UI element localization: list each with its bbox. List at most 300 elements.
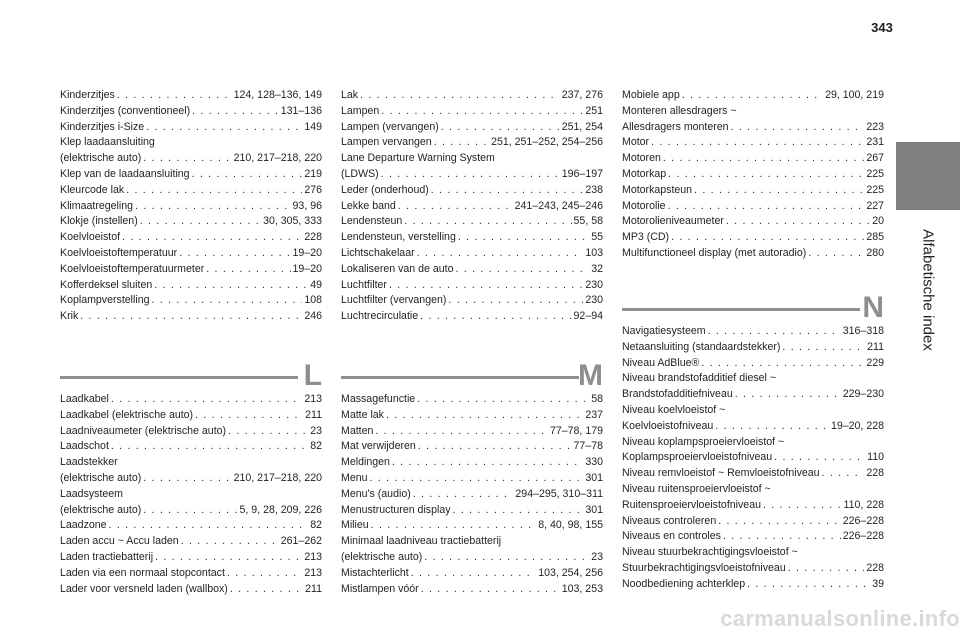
dot-leader bbox=[411, 566, 536, 582]
index-term: Kinderzitjes i-Size bbox=[60, 120, 145, 133]
index-page-refs: 149 bbox=[304, 120, 322, 133]
index-entry bbox=[622, 371, 884, 403]
index-entry-line bbox=[60, 278, 322, 294]
index-entry bbox=[341, 278, 603, 294]
index-entry bbox=[60, 550, 322, 566]
index-entry-line bbox=[341, 167, 603, 183]
index-entry bbox=[341, 309, 603, 325]
index-entry bbox=[341, 408, 603, 424]
index-entry bbox=[60, 246, 322, 262]
index-page-refs: 210, 217–218, 220 bbox=[233, 471, 322, 484]
index-term: Laadzone bbox=[60, 519, 107, 532]
index-entry bbox=[622, 214, 884, 230]
index-entry-line bbox=[341, 392, 603, 408]
index-entry bbox=[60, 439, 322, 455]
dot-leader bbox=[370, 471, 584, 487]
dot-leader bbox=[140, 214, 261, 230]
section-rule bbox=[60, 376, 298, 379]
index-entry bbox=[60, 424, 322, 440]
index-entry-line bbox=[341, 309, 603, 325]
index-term: Laadkabel bbox=[60, 393, 109, 405]
index-term: (elektrische auto) bbox=[60, 503, 142, 516]
index-entry-line bbox=[341, 199, 603, 215]
section-letter-n: N bbox=[862, 291, 884, 324]
index-term: Luchtrecirculatie bbox=[341, 310, 419, 323]
index-entry bbox=[60, 199, 322, 215]
index-page-refs: 226–228 bbox=[842, 530, 884, 543]
index-entry-line bbox=[622, 120, 884, 136]
index-entry-line bbox=[341, 582, 603, 598]
index-page-refs: 23 bbox=[591, 550, 603, 563]
dot-leader bbox=[448, 293, 583, 309]
index-entry bbox=[341, 534, 603, 566]
index-term: Noodbediening achterklep bbox=[622, 577, 746, 590]
index-entry bbox=[622, 356, 884, 372]
dot-leader bbox=[723, 529, 841, 545]
index-entry-line bbox=[622, 199, 884, 215]
dot-leader bbox=[143, 151, 231, 167]
index-entry-line bbox=[341, 262, 603, 278]
index-entry-line bbox=[341, 439, 603, 455]
index-page-refs: 55 bbox=[591, 231, 603, 244]
index-term: Koelvloeistoftemperatuurmeter bbox=[60, 262, 205, 275]
dot-leader bbox=[143, 471, 231, 487]
index-term: (elektrische auto) bbox=[60, 152, 142, 165]
dot-leader bbox=[726, 214, 870, 230]
index-entry bbox=[341, 262, 603, 278]
index-page-refs: 237, 276 bbox=[561, 89, 603, 101]
index-entry-line bbox=[622, 230, 884, 246]
index-page-refs: 103 bbox=[585, 246, 603, 259]
index-entry-line bbox=[622, 135, 884, 151]
index-term: Netaansluiting (standaardstekker) bbox=[622, 340, 781, 353]
index-entry bbox=[341, 455, 603, 471]
index-entry-line bbox=[341, 135, 603, 151]
index-column-1b bbox=[60, 392, 322, 597]
index-page-refs: 110 bbox=[867, 451, 884, 464]
dot-leader bbox=[206, 262, 290, 278]
index-entry-line bbox=[60, 408, 322, 424]
index-page-refs: 131–136 bbox=[280, 104, 322, 117]
index-entry-line bbox=[622, 387, 884, 403]
index-page-refs: 237 bbox=[585, 408, 603, 421]
index-entry-line bbox=[60, 120, 322, 136]
index-entry-line bbox=[622, 246, 884, 262]
index-entry bbox=[341, 199, 603, 215]
index-term: (elektrische auto) bbox=[341, 550, 423, 563]
index-entry-line bbox=[341, 487, 603, 503]
index-entry bbox=[341, 487, 603, 503]
index-entry-line bbox=[622, 324, 884, 340]
index-page-refs: 238 bbox=[585, 183, 603, 196]
index-page-refs: 231 bbox=[866, 136, 884, 149]
dot-leader bbox=[227, 566, 302, 582]
dot-leader bbox=[682, 88, 823, 104]
dot-leader bbox=[715, 419, 829, 435]
index-page-refs: 77–78, 179 bbox=[549, 424, 603, 437]
index-page-refs: 228 bbox=[866, 467, 884, 480]
index-page-refs: 213 bbox=[304, 550, 322, 563]
index-entry-line bbox=[341, 424, 603, 440]
index-entry-line bbox=[622, 183, 884, 199]
index-entry-line bbox=[341, 455, 603, 471]
index-page-refs: 267 bbox=[866, 152, 884, 165]
index-entry-heading: Klep laadaansluiting bbox=[60, 136, 155, 149]
index-entry bbox=[60, 566, 322, 582]
index-entry-line bbox=[622, 466, 884, 482]
index-page-refs: 58 bbox=[591, 393, 603, 405]
index-entry-line bbox=[341, 550, 603, 566]
index-entry bbox=[341, 104, 603, 120]
dot-leader bbox=[111, 392, 302, 408]
index-term: Mistlampen vóór bbox=[341, 582, 419, 595]
index-entry bbox=[60, 518, 322, 534]
index-page-refs: 230 bbox=[585, 294, 603, 307]
index-page-refs: 196–197 bbox=[561, 167, 603, 180]
dot-leader bbox=[420, 309, 571, 325]
dot-leader bbox=[195, 408, 303, 424]
index-entry-heading: Niveau brandstofadditief diesel ~ bbox=[622, 372, 777, 385]
index-term: Motorolieniveaumeter bbox=[622, 215, 724, 228]
dot-leader bbox=[192, 104, 279, 120]
index-term: Kinderzitjes bbox=[60, 89, 115, 101]
index-entry-line bbox=[60, 518, 322, 534]
index-entry-line bbox=[341, 183, 603, 199]
index-entry-line bbox=[622, 151, 884, 167]
index-term: Mistachterlicht bbox=[341, 566, 409, 579]
index-column-3b bbox=[622, 324, 884, 593]
index-term: Lak bbox=[341, 89, 359, 101]
index-entry-line bbox=[60, 439, 322, 455]
index-entry bbox=[622, 167, 884, 183]
dot-leader bbox=[80, 309, 302, 325]
index-page-refs: 225 bbox=[866, 183, 884, 196]
dot-leader bbox=[146, 120, 302, 136]
index-page-refs: 211 bbox=[305, 582, 322, 595]
index-page-refs: 110, 228 bbox=[843, 498, 884, 511]
index-term: Klep van de laadaansluiting bbox=[60, 167, 190, 180]
index-entry-line bbox=[60, 167, 322, 183]
index-entry bbox=[622, 183, 884, 199]
index-term: Mobiele app bbox=[622, 89, 680, 101]
index-page-refs: 82 bbox=[310, 519, 322, 532]
index-term: Laden tractiebatterij bbox=[60, 550, 154, 563]
index-page-refs: 280 bbox=[866, 246, 884, 259]
index-entry-line bbox=[60, 424, 322, 440]
dot-leader bbox=[392, 455, 583, 471]
dot-leader bbox=[181, 534, 279, 550]
index-entry-line bbox=[341, 471, 603, 487]
index-entry-heading: Lane Departure Warning System bbox=[341, 152, 495, 165]
dot-leader bbox=[718, 514, 841, 530]
index-entry-heading: Laadstekker bbox=[60, 456, 118, 469]
index-page-refs: 219 bbox=[304, 167, 322, 180]
index-entry-line bbox=[622, 498, 884, 514]
index-column-2a bbox=[341, 88, 603, 325]
index-term: Motoren bbox=[622, 152, 661, 165]
index-entry-line bbox=[60, 246, 322, 262]
index-entry-line bbox=[60, 88, 322, 104]
dot-leader bbox=[155, 550, 302, 566]
index-term: Massagefunctie bbox=[341, 393, 416, 405]
index-page-refs: 246 bbox=[304, 310, 322, 323]
index-page-refs: 77–78 bbox=[573, 440, 603, 453]
index-page-refs: 103, 254, 256 bbox=[538, 566, 603, 579]
index-term: Stuurbekrachtigingsvloeistofniveau bbox=[622, 561, 786, 574]
index-page-refs: 124, 128–136, 149 bbox=[233, 89, 322, 101]
index-entry bbox=[622, 199, 884, 215]
index-entry bbox=[341, 471, 603, 487]
index-entry-heading: Minimaal laadniveau tractiebatterij bbox=[341, 535, 502, 548]
index-entry bbox=[622, 514, 884, 530]
index-entry bbox=[341, 439, 603, 455]
index-term: Luchtfilter bbox=[341, 278, 387, 291]
index-term: Kofferdeksel sluiten bbox=[60, 278, 153, 291]
index-column-3a bbox=[622, 88, 884, 262]
index-page-refs: 228 bbox=[304, 231, 322, 244]
section-tab bbox=[896, 142, 960, 210]
section-rule bbox=[622, 308, 860, 311]
dot-leader bbox=[154, 278, 308, 294]
index-entry-line bbox=[60, 471, 322, 487]
index-term: Leder (onderhoud) bbox=[341, 183, 429, 196]
index-entry-line bbox=[60, 104, 322, 120]
index-page-refs: 82 bbox=[310, 440, 322, 453]
index-page-refs: 316–318 bbox=[842, 325, 884, 337]
index-page-refs: 251, 251–252, 254–256 bbox=[491, 136, 603, 149]
index-term: Laadniveaumeter (elektrische auto) bbox=[60, 424, 227, 437]
dot-leader bbox=[117, 88, 232, 104]
index-entry-line bbox=[341, 214, 603, 230]
index-page-refs: 210, 217–218, 220 bbox=[233, 152, 322, 165]
index-page-refs: 211 bbox=[867, 340, 884, 353]
index-entry-line bbox=[60, 230, 322, 246]
index-entry-line bbox=[60, 309, 322, 325]
index-entry bbox=[622, 466, 884, 482]
index-entry-line bbox=[60, 566, 322, 582]
index-entry-line bbox=[60, 262, 322, 278]
index-page-refs: 211 bbox=[305, 408, 322, 421]
dot-leader bbox=[671, 230, 864, 246]
index-term: Lampen bbox=[341, 104, 380, 117]
index-page-refs: 294–295, 310–311 bbox=[515, 487, 603, 500]
index-entry bbox=[622, 577, 884, 593]
index-page-refs: 226–228 bbox=[842, 514, 884, 527]
dot-leader bbox=[417, 246, 584, 262]
index-term: Multifunctioneel display (met autoradio) bbox=[622, 246, 807, 259]
index-page-refs: 20 bbox=[872, 215, 884, 228]
dot-leader bbox=[421, 582, 560, 598]
index-term: Krik bbox=[60, 310, 79, 323]
index-entry bbox=[60, 183, 322, 199]
dot-leader bbox=[413, 487, 514, 503]
index-entry-line bbox=[341, 408, 603, 424]
index-term: Klimaatregeling bbox=[60, 199, 134, 212]
index-term: Matte lak bbox=[341, 408, 384, 421]
index-term: Milieu bbox=[341, 519, 369, 532]
index-entry-line bbox=[341, 503, 603, 519]
index-entry bbox=[60, 135, 322, 167]
index-term: Allesdragers monteren bbox=[622, 120, 729, 133]
index-page-refs: 261–262 bbox=[280, 535, 322, 548]
index-page-refs: 251, 254 bbox=[561, 120, 603, 133]
index-entry bbox=[622, 104, 884, 136]
index-column-1a bbox=[60, 88, 322, 325]
dot-leader bbox=[126, 183, 302, 199]
index-entry-line bbox=[622, 214, 884, 230]
index-entry-line bbox=[622, 356, 884, 372]
dot-leader bbox=[389, 278, 583, 294]
index-entry-line bbox=[60, 534, 322, 550]
index-term: Laden accu ~ Accu laden bbox=[60, 535, 179, 548]
index-entry-line bbox=[622, 561, 884, 577]
dot-leader bbox=[371, 518, 537, 534]
dot-leader bbox=[381, 104, 583, 120]
index-page-refs: 19–20, 228 bbox=[830, 419, 884, 432]
dot-leader bbox=[375, 424, 548, 440]
index-term: Kleurcode lak bbox=[60, 183, 125, 196]
dot-leader bbox=[381, 167, 560, 183]
dot-leader bbox=[431, 183, 584, 199]
index-entry bbox=[622, 230, 884, 246]
index-page-refs: 30, 305, 333 bbox=[263, 215, 322, 228]
index-entry-line bbox=[60, 293, 322, 309]
index-term: Niveau remvloeistof ~ Remvloeistofniveau bbox=[622, 467, 820, 480]
index-entry-line bbox=[622, 514, 884, 530]
index-entry-line bbox=[60, 392, 322, 408]
index-page-refs: 103, 253 bbox=[561, 582, 603, 595]
index-term: MP3 (CD) bbox=[622, 231, 670, 244]
index-entry-line bbox=[60, 550, 322, 566]
index-page-refs: 93, 96 bbox=[292, 199, 322, 212]
dot-leader bbox=[398, 199, 513, 215]
index-term: Matten bbox=[341, 424, 374, 437]
dot-leader bbox=[360, 88, 560, 104]
index-term: Lader voor versneld laden (wallbox) bbox=[60, 582, 228, 595]
index-term: (elektrische auto) bbox=[60, 471, 142, 484]
index-page-refs: 301 bbox=[585, 503, 603, 516]
index-entry bbox=[622, 529, 884, 545]
index-entry bbox=[60, 309, 322, 325]
index-entry-heading: Monteren allesdragers ~ bbox=[622, 104, 737, 117]
dot-leader bbox=[808, 246, 864, 262]
index-entry bbox=[341, 246, 603, 262]
index-entry bbox=[622, 340, 884, 356]
index-term: Niveaus controleren bbox=[622, 514, 717, 527]
dot-leader bbox=[230, 582, 303, 598]
index-page-refs: 285 bbox=[866, 231, 884, 244]
index-entry-line bbox=[622, 340, 884, 356]
index-column-2b bbox=[341, 392, 603, 597]
dot-leader bbox=[782, 340, 865, 356]
index-entry bbox=[622, 403, 884, 435]
dot-leader bbox=[152, 293, 303, 309]
index-entry-line bbox=[622, 450, 884, 466]
dot-leader bbox=[735, 387, 841, 403]
index-entry bbox=[622, 246, 884, 262]
index-term: Lichtschakelaar bbox=[341, 246, 415, 259]
index-term: Lampen vervangen bbox=[341, 136, 432, 149]
index-page-refs: 108 bbox=[304, 294, 322, 307]
index-term: (LDWS) bbox=[341, 167, 379, 180]
index-entry bbox=[622, 545, 884, 577]
index-entry bbox=[60, 487, 322, 519]
index-page-refs: 23 bbox=[310, 424, 322, 437]
index-entry bbox=[341, 566, 603, 582]
index-page-refs: 241–243, 245–246 bbox=[514, 199, 603, 212]
index-entry-line bbox=[622, 88, 884, 104]
dot-leader bbox=[701, 356, 864, 372]
index-entry bbox=[341, 88, 603, 104]
dot-leader bbox=[694, 183, 864, 199]
index-term: Lekke band bbox=[341, 199, 396, 212]
index-entry bbox=[60, 262, 322, 278]
index-page-refs: 225 bbox=[866, 167, 884, 180]
section-letter-m: M bbox=[578, 359, 603, 392]
index-term: Lendensteun bbox=[341, 215, 403, 228]
index-page-refs: 19–20 bbox=[292, 262, 322, 275]
section-title: Alfabetische index bbox=[919, 229, 937, 351]
index-term: Kinderzitjes (conventioneel) bbox=[60, 104, 191, 117]
index-entry bbox=[341, 151, 603, 183]
index-page-refs: 251 bbox=[585, 104, 603, 117]
index-entry-line bbox=[341, 246, 603, 262]
index-entry-line bbox=[60, 582, 322, 598]
index-entry-line bbox=[341, 518, 603, 534]
dot-leader bbox=[651, 135, 864, 151]
index-entry bbox=[622, 151, 884, 167]
index-entry-line bbox=[341, 88, 603, 104]
index-page-refs: 32 bbox=[591, 262, 603, 275]
index-term: Laadschot bbox=[60, 440, 109, 453]
index-term: Niveau AdBlue® bbox=[622, 356, 700, 369]
index-entry bbox=[341, 214, 603, 230]
index-entry bbox=[622, 88, 884, 104]
index-entry-line bbox=[622, 419, 884, 435]
index-entry-line bbox=[60, 199, 322, 215]
index-term: Mat verwijderen bbox=[341, 440, 416, 453]
dot-leader bbox=[109, 518, 309, 534]
dot-leader bbox=[668, 167, 864, 183]
index-entry bbox=[341, 518, 603, 534]
index-term: Lokaliseren van de auto bbox=[341, 262, 454, 275]
index-entry-line bbox=[341, 278, 603, 294]
index-entry bbox=[341, 582, 603, 598]
index-term: Klokje (instellen) bbox=[60, 215, 138, 228]
dot-leader bbox=[788, 561, 865, 577]
dot-leader bbox=[122, 230, 302, 246]
index-entry bbox=[622, 324, 884, 340]
index-term: Koelvloeistofniveau bbox=[622, 419, 714, 432]
index-page-refs: 29, 100, 219 bbox=[825, 89, 884, 101]
index-page-refs: 213 bbox=[304, 393, 322, 405]
dot-leader bbox=[111, 439, 308, 455]
index-entry bbox=[60, 455, 322, 487]
index-entry bbox=[60, 582, 322, 598]
dot-leader bbox=[179, 246, 290, 262]
page-number: 343 bbox=[871, 20, 893, 35]
index-entry-line bbox=[60, 214, 322, 230]
index-entry-line bbox=[341, 566, 603, 582]
index-term: Koelvloeistof bbox=[60, 231, 121, 244]
index-entry bbox=[60, 408, 322, 424]
dot-leader bbox=[228, 424, 308, 440]
dot-leader bbox=[453, 503, 584, 519]
dot-leader bbox=[774, 450, 865, 466]
index-page-refs: 227 bbox=[866, 199, 884, 212]
index-entry bbox=[622, 482, 884, 514]
index-page-refs: 19–20 bbox=[292, 246, 322, 259]
